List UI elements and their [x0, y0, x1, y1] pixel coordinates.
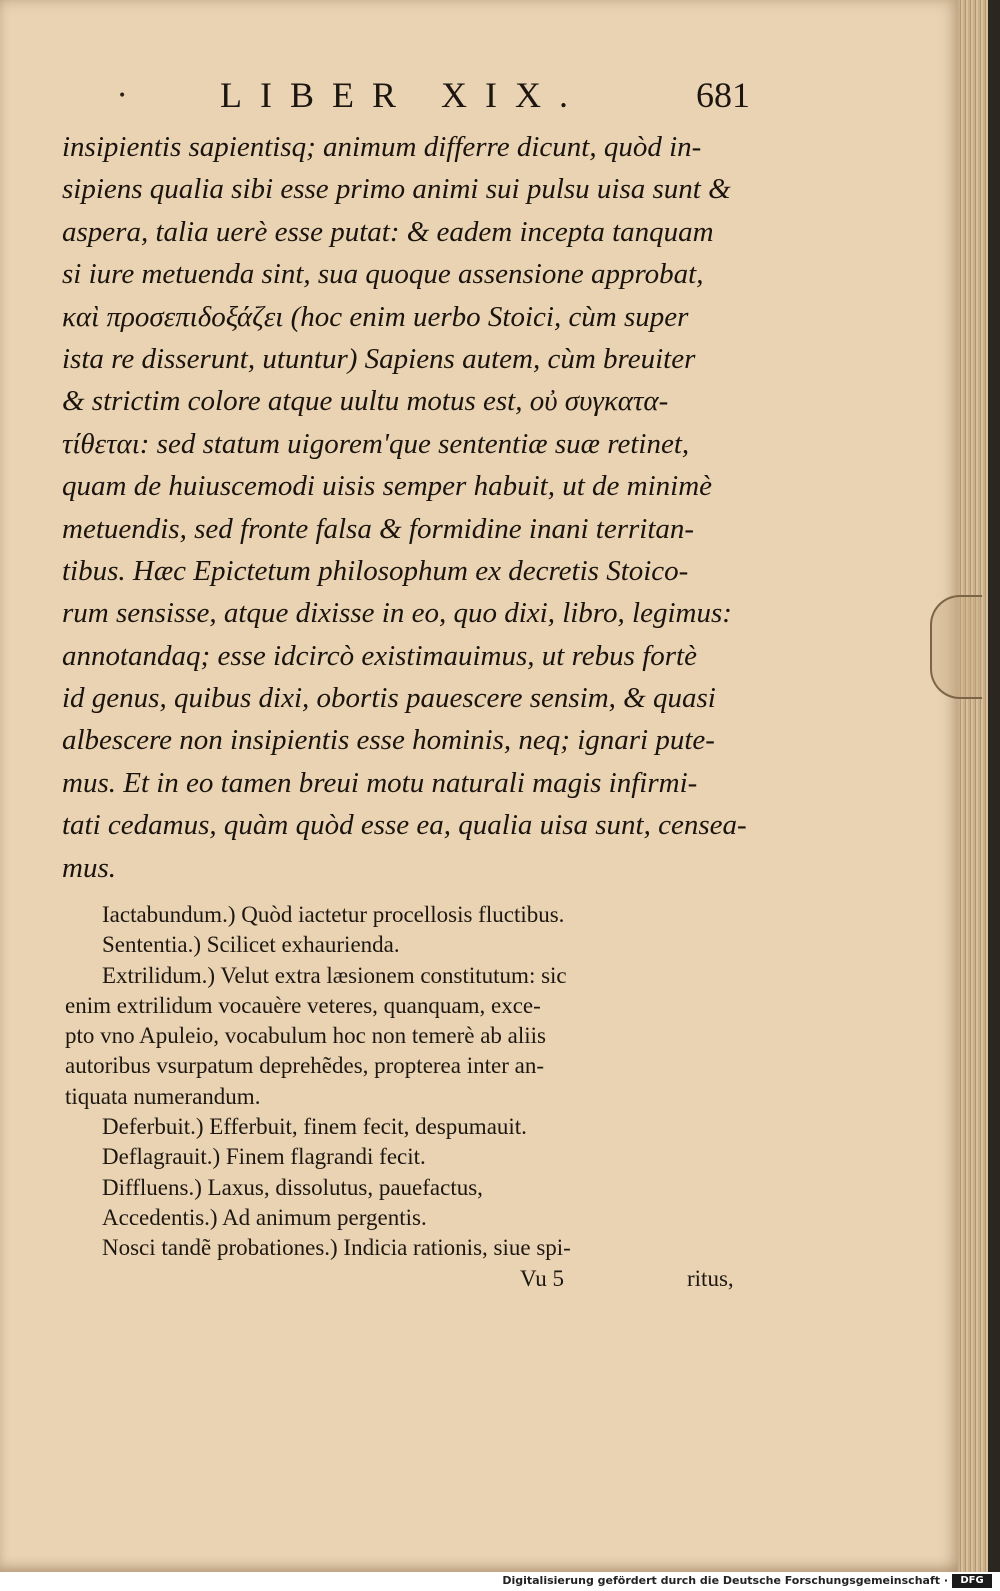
text-line: annotandaq; esse idcircò existimauimus, ut rebus fortè	[62, 639, 697, 672]
text-line: tati cedamus, quàm quòd esse ea, qualia uisa sunt, censea-	[62, 809, 747, 842]
running-title: LIBER XIX.	[220, 75, 586, 115]
note-line: Iactabundum.) Quòd iactetur procellosis fluctibus.	[102, 902, 565, 927]
note-line: autoribus vsurpatum deprehẽdes, propterea inter an-	[65, 1053, 544, 1079]
note-line: Nosci tandẽ probationes.) Indicia rationis, siue spi-	[102, 1235, 571, 1261]
signature-mark: Vu 5	[520, 1265, 564, 1291]
note-line: Deflagrauit.) Finem flagrandi fecit.	[102, 1144, 426, 1170]
text-line: ista re disserunt, utuntur) Sapiens autem, cùm breuiter	[62, 342, 696, 375]
catchword: ritus,	[687, 1265, 734, 1291]
text-line: mus.	[62, 851, 116, 884]
text-line: quam de huiuscemodi uisis semper habuit, ut de minimè	[62, 470, 713, 503]
note-line: enim extrilidum vocauère veteres, quanquam, exce-	[65, 992, 541, 1018]
note-line: Extrilidum.) Velut extra læsionem constitutum: sic	[102, 962, 567, 988]
running-header	[60, 74, 750, 122]
header-bullet: •	[118, 88, 127, 104]
note-line: Sententia.) Scilicet exhaurienda.	[102, 932, 400, 958]
note-line: tiquata numerandum.	[65, 1083, 261, 1109]
text-line: & strictim colore atque uultu motus est, οὐ συγκατα-	[62, 385, 669, 418]
text-line: sipiens qualia sibi esse primo animi sui pulsu uisa sunt &	[62, 173, 731, 206]
text-line: rum sensisse, atque dixisse in eo, quo dixi, libro, legimus:	[62, 597, 732, 630]
catchline	[65, 1264, 755, 1294]
note-line: Deferbuit.) Efferbuit, finem fecit, despumauit.	[102, 1114, 527, 1140]
page-number: 681	[696, 75, 750, 115]
text-line: insipientis sapientisq; animum differre dicunt, quòd in-	[62, 131, 702, 163]
note-line: Accedentis.) Ad animum pergentis.	[102, 1204, 427, 1230]
text-line: aspera, talia uerè esse putat: & eadem incepta tanquam	[62, 215, 714, 248]
text-line: metuendis, sed fronte falsa & formidine inani territan-	[62, 512, 695, 545]
text-line: id genus, quibus dixi, obortis pauescere sensim, & quasi	[62, 682, 716, 715]
note-line: pto vno Apuleio, vocabulum hoc non temerè ab aliis	[65, 1023, 546, 1049]
text-line: mus. Et in eo tamen breui motu naturali magis infirmi-	[62, 766, 698, 799]
text-line: τίθεται: sed statum uigorem'que sententiæ suæ retinet,	[62, 427, 690, 460]
text-line: albescere non insipientis esse hominis, neq; ignari pute-	[62, 724, 715, 757]
dfg-logo: DFG	[952, 1574, 992, 1588]
text-line: καὶ προσεπιδοξάζει (hoc enim uerbo Stoici, cùm super	[62, 300, 689, 333]
commentary-notes	[65, 900, 755, 1294]
funding-credit: Digitalisierung gefördert durch die Deutsche Forschungsgemeinschaft ·	[502, 1574, 948, 1587]
text-line: tibus. Hæc Epictetum philosophum ex decretis Stoico-	[62, 554, 689, 587]
note-line: Diffluens.) Laxus, dissolutus, pauefactus,	[102, 1174, 483, 1200]
page-edges	[958, 0, 988, 1572]
footer-bar	[0, 1572, 1000, 1591]
text-line: si iure metuenda sint, sua quoque assensione approbat,	[62, 258, 704, 291]
page-clip-shadow	[930, 595, 982, 699]
main-text	[62, 126, 762, 889]
